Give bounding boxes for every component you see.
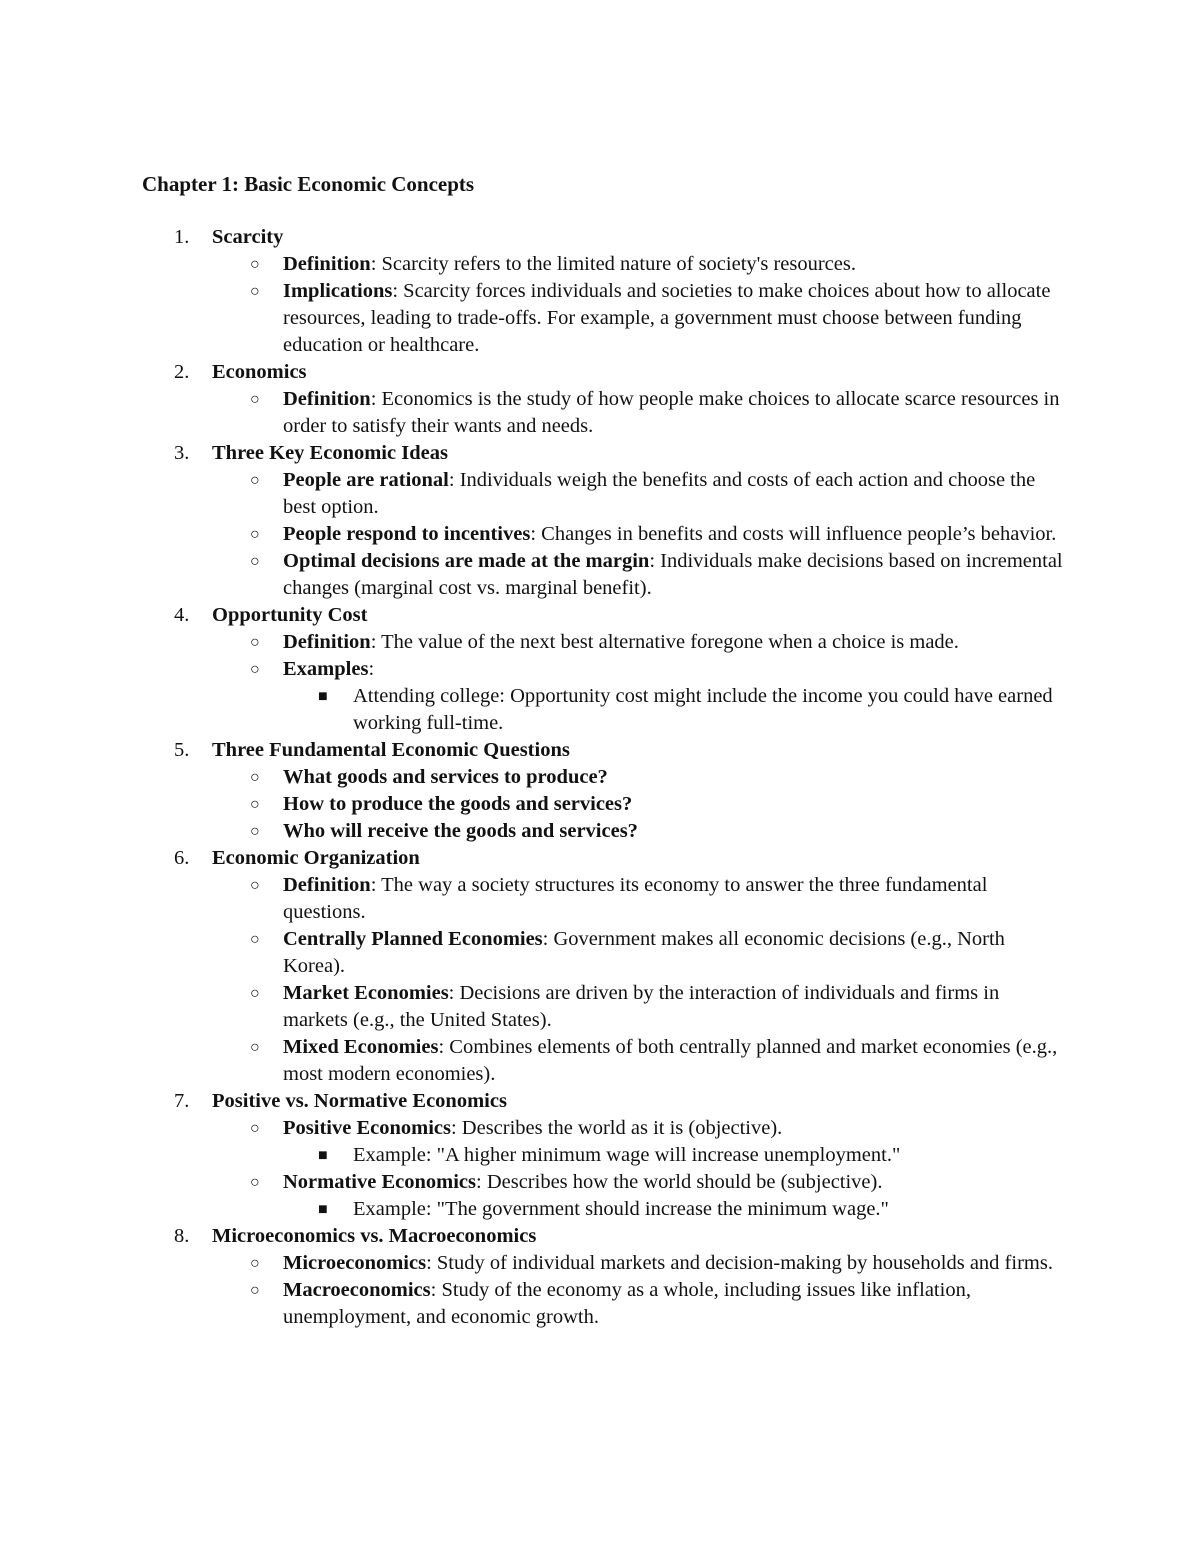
outline-section (0, 602, 1200, 737)
hollow-circle-bullet-icon: ○ (250, 1282, 260, 1299)
bullet-term: Definition (283, 874, 371, 896)
bullet-item (0, 251, 1063, 278)
bullet-description: : (368, 658, 375, 680)
bullet-item (0, 629, 1063, 656)
outline-section (0, 440, 1200, 602)
section-heading (0, 845, 1200, 872)
bullet-item (0, 791, 1063, 818)
section-number: 5. (174, 739, 190, 761)
bullet-description: : Scarcity forces individuals and societies to make choices about how to allocate resources, leading to trade-offs. For example, a government must choose between funding education or healthcare. (283, 280, 1051, 356)
section-number: 8. (174, 1225, 190, 1247)
bullet-term: Microeconomics (283, 1252, 427, 1274)
bullet-term: Definition (283, 253, 371, 275)
hollow-circle-bullet-icon: ○ (250, 1255, 260, 1272)
section-heading (0, 224, 1200, 251)
section-heading (0, 602, 1200, 629)
outline-section (0, 1223, 1200, 1331)
bullet-item (0, 1169, 1063, 1196)
outline-section (0, 1088, 1200, 1223)
bullet-item (0, 548, 1063, 602)
outline-section (0, 737, 1200, 845)
bullet-item (0, 1034, 1063, 1088)
bullet-term: Mixed Economies (283, 1036, 439, 1058)
bullet-term: Market Economies (283, 982, 449, 1004)
bullet-term: How to produce the goods and services? (283, 793, 633, 815)
bullet-term: What goods and services to produce? (283, 766, 608, 788)
section-label: Economic Organization (212, 847, 420, 869)
filled-square-bullet-icon: ■ (318, 1201, 328, 1218)
bullet-item (0, 1277, 1063, 1331)
hollow-circle-bullet-icon: ○ (250, 1120, 260, 1137)
section-label: Economics (212, 361, 307, 383)
bullet-description: : Economics is the study of how people make choices to allocate scarce resources in order to satisfy their wants and needs. (283, 388, 1060, 437)
hollow-circle-bullet-icon: ○ (250, 661, 260, 678)
bullet-item (0, 521, 1063, 548)
outline-section (0, 224, 1200, 359)
bullet-item (0, 656, 1063, 683)
bullet-description: : Scarcity refers to the limited nature of society's resources. (370, 253, 856, 275)
sub-bullet-item (0, 683, 1063, 737)
bullet-item (0, 818, 1063, 845)
bullet-term: Optimal decisions are made at the margin (283, 550, 650, 572)
bullet-description: : Study of the economy as a whole, including issues like inflation, unemployment, and economic growth. (283, 1279, 971, 1328)
filled-square-bullet-icon: ■ (318, 688, 328, 705)
section-number: 1. (174, 226, 190, 248)
bullet-term: Examples (283, 658, 369, 680)
bullet-description: : The value of the next best alternative foregone when a choice is made. (370, 631, 959, 653)
bullet-term: Positive Economics (283, 1117, 451, 1139)
hollow-circle-bullet-icon: ○ (250, 553, 260, 570)
hollow-circle-bullet-icon: ○ (250, 931, 260, 948)
hollow-circle-bullet-icon: ○ (250, 391, 260, 408)
section-label: Positive vs. Normative Economics (212, 1090, 507, 1112)
bullet-term: People respond to incentives (283, 523, 531, 545)
bullet-term: Implications (283, 280, 393, 302)
hollow-circle-bullet-icon: ○ (250, 796, 260, 813)
bullet-description: : Decisions are driven by the interaction of individuals and firms in markets (e.g., the United States). (283, 982, 1000, 1031)
bullet-description: : Individuals weigh the benefits and costs of each action and choose the best option. (283, 469, 1036, 518)
section-label: Three Key Economic Ideas (212, 442, 448, 464)
sub-bullet-item (0, 1142, 1063, 1169)
bullet-term: Who will receive the goods and services? (283, 820, 638, 842)
bullet-description: : The way a society structures its economy to answer the three fundamental questions. (283, 874, 988, 923)
page-title: Chapter 1: Basic Economic Concepts (142, 172, 475, 196)
section-number: 4. (174, 604, 190, 626)
bullet-item (0, 386, 1063, 440)
bullet-term: Definition (283, 388, 371, 410)
section-heading (0, 440, 1200, 467)
hollow-circle-bullet-icon: ○ (250, 877, 260, 894)
hollow-circle-bullet-icon: ○ (250, 472, 260, 489)
bullet-description: : Study of individual markets and decision-making by households and firms. (426, 1252, 1053, 1274)
bullet-description: : Government makes all economic decisions (e.g., North Korea). (283, 928, 1005, 977)
section-number: 3. (174, 442, 190, 464)
hollow-circle-bullet-icon: ○ (250, 1039, 260, 1056)
hollow-circle-bullet-icon: ○ (250, 823, 260, 840)
section-label: Three Fundamental Economic Questions (212, 739, 570, 761)
hollow-circle-bullet-icon: ○ (250, 769, 260, 786)
bullet-item (0, 872, 1063, 926)
hollow-circle-bullet-icon: ○ (250, 283, 260, 300)
bullet-term: Normative Economics (283, 1171, 476, 1193)
bullet-term: Definition (283, 631, 371, 653)
section-heading (0, 1088, 1200, 1115)
hollow-circle-bullet-icon: ○ (250, 256, 260, 273)
bullet-term: People are rational (283, 469, 449, 491)
section-label: Microeconomics vs. Macroeconomics (212, 1225, 537, 1247)
hollow-circle-bullet-icon: ○ (250, 634, 260, 651)
section-number: 6. (174, 847, 190, 869)
bullet-item (0, 1115, 1063, 1142)
bullet-description: : Changes in benefits and costs will influence people’s behavior. (530, 523, 1057, 545)
section-heading (0, 737, 1200, 764)
sub-bullet-text: Example: "A higher minimum wage will increase unemployment." (353, 1144, 901, 1166)
bullet-description: : Describes how the world should be (subjective). (476, 1171, 883, 1193)
hollow-circle-bullet-icon: ○ (250, 1174, 260, 1191)
bullet-term: Macroeconomics (283, 1279, 431, 1301)
section-number: 2. (174, 361, 190, 383)
bullet-description: : Individuals make decisions based on incremental changes (marginal cost vs. marginal benefit). (283, 550, 1063, 599)
sub-bullet-text: Example: "The government should increase the minimum wage." (353, 1198, 889, 1220)
section-heading (0, 359, 1200, 386)
filled-square-bullet-icon: ■ (318, 1147, 328, 1164)
hollow-circle-bullet-icon: ○ (250, 985, 260, 1002)
section-number: 7. (174, 1090, 190, 1112)
outline-list (0, 224, 1200, 1331)
outline-section (0, 845, 1200, 1088)
bullet-item (0, 980, 1063, 1034)
outline-section (0, 359, 1200, 440)
bullet-item (0, 278, 1063, 359)
sub-bullet-text: Attending college: Opportunity cost might include the income you could have earned working full-time. (353, 685, 1053, 734)
bullet-description: : Describes the world as it is (objective). (450, 1117, 783, 1139)
bullet-item (0, 467, 1063, 521)
hollow-circle-bullet-icon: ○ (250, 526, 260, 543)
bullet-item (0, 764, 1063, 791)
sub-bullet-item (0, 1196, 1063, 1223)
bullet-item (0, 926, 1063, 980)
section-label: Opportunity Cost (212, 604, 368, 626)
bullet-item (0, 1250, 1063, 1277)
bullet-description: : Combines elements of both centrally planned and market economies (e.g., most modern economies). (283, 1036, 1058, 1085)
bullet-term: Centrally Planned Economies (283, 928, 543, 950)
section-heading (0, 1223, 1200, 1250)
section-label: Scarcity (212, 226, 284, 248)
